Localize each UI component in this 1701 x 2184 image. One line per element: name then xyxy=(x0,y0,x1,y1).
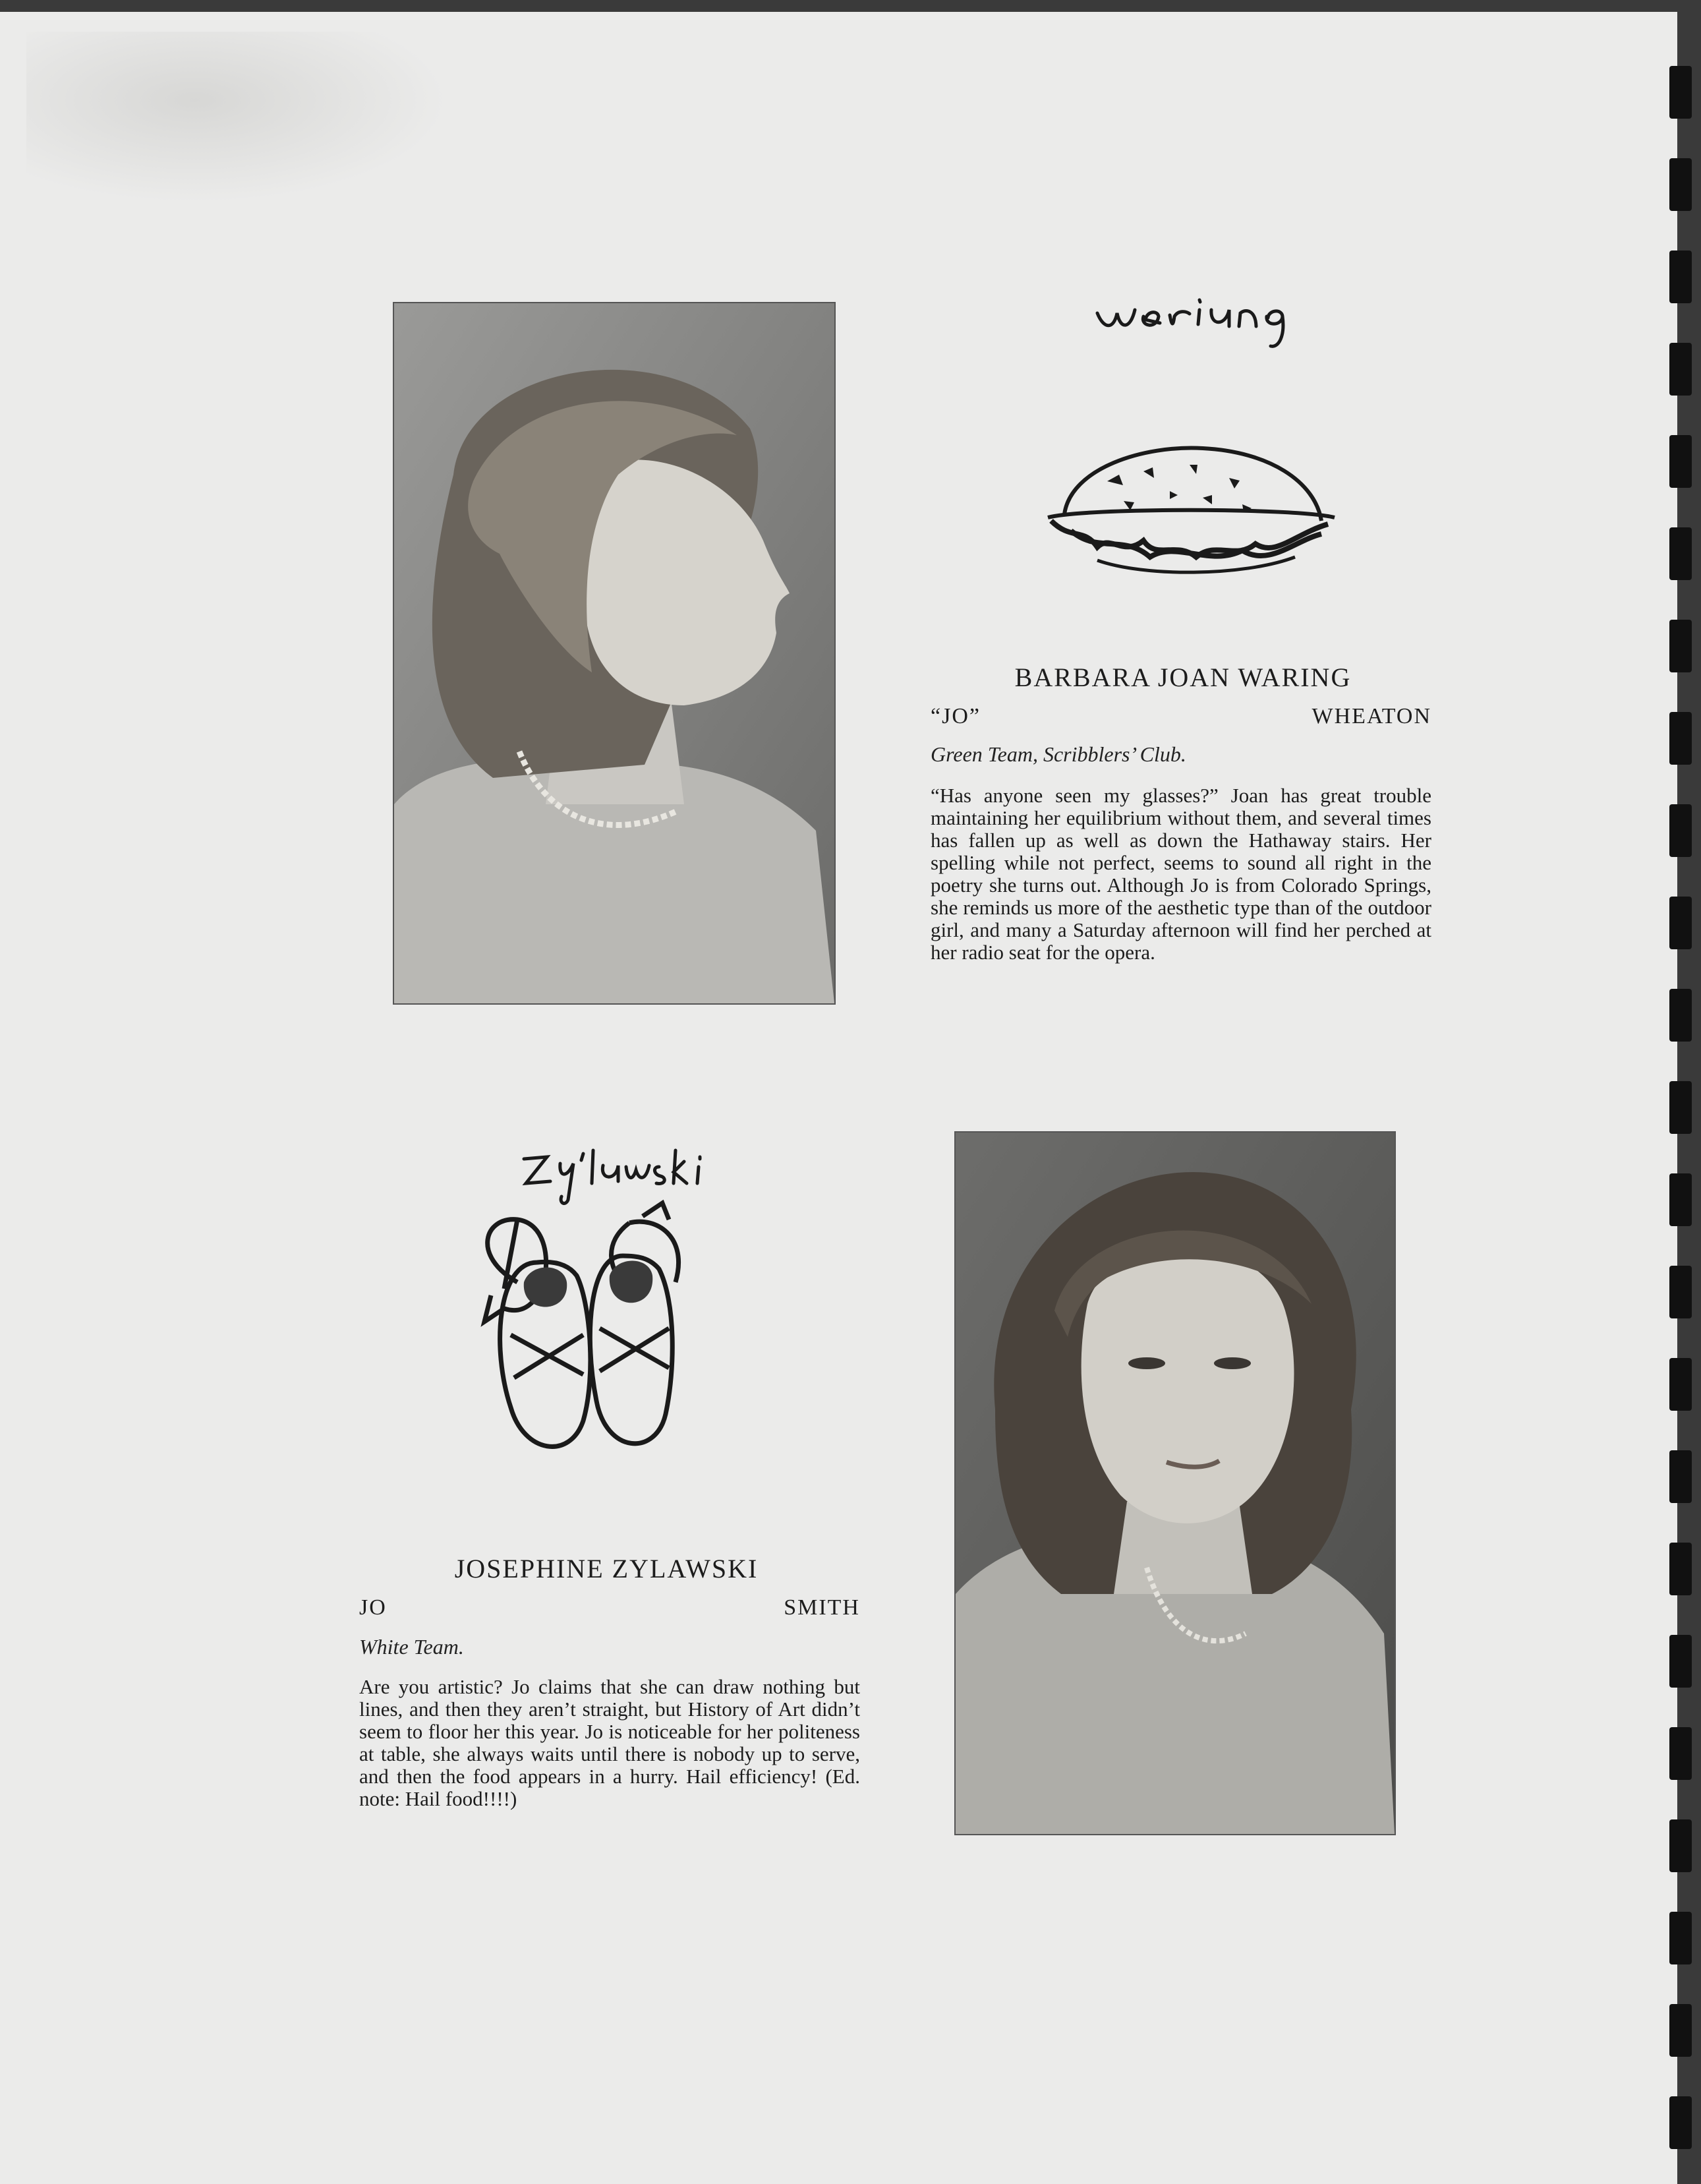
nickname-hometown-row-waring xyxy=(931,704,1431,729)
nickname-waring: “JO” xyxy=(931,704,981,728)
yearbook-page xyxy=(0,12,1677,2184)
activities-waring: Green Team, Scribblers’ Club. xyxy=(931,742,1186,766)
nickname-zylawski: JO xyxy=(359,1595,387,1620)
hometown-zylawski: SMITH xyxy=(784,1595,860,1620)
nickname-hometown-row-zylawski xyxy=(359,1595,860,1620)
signature-waring xyxy=(1094,290,1312,349)
signature-zylawski xyxy=(521,1147,738,1206)
bio-waring: “Has anyone seen my glasses?” Joan has great trouble maintaining her equilibrium without them, and several times has fallen up as well as down the Hathaway stairs. Her spelling while not perfect, seems to sound all right in the poetry she turns out. Although Jo is from Colorado Springs, she reminds us more of the aesthetic type than of the outdoor girl, and many a Saturday afternoon will find her perched at her radio seat for the opera. xyxy=(931,784,1431,964)
student-name-zylawski: JOSEPHINE ZYLAWSKI xyxy=(454,1554,759,1583)
activities-zylawski: White Team. xyxy=(359,1635,464,1659)
student-name-waring: BARBARA JOAN WARING xyxy=(1014,663,1352,692)
hometown-waring: WHEATON xyxy=(1312,704,1431,728)
scan-border xyxy=(0,0,1701,13)
portrait-photo-waring xyxy=(393,302,836,1005)
pie-drawing-icon xyxy=(1045,442,1338,583)
portrait-photo-zylawski xyxy=(954,1131,1396,1835)
bio-zylawski: Are you artistic? Jo claims that she can draw nothing but lines, and then they aren’t straight, but History of Art didn’t seem to floor her this year. Jo is noticeable for her politeness at table, she always waits until there is nobody up to serve, and then the food appears in a hurry. Hail efficiency! (Ed. note: Hail food!!!!) xyxy=(359,1675,860,1810)
ballet-slippers-icon xyxy=(478,1203,702,1473)
spiral-binding xyxy=(1655,0,1701,2184)
water-stain xyxy=(26,32,448,203)
